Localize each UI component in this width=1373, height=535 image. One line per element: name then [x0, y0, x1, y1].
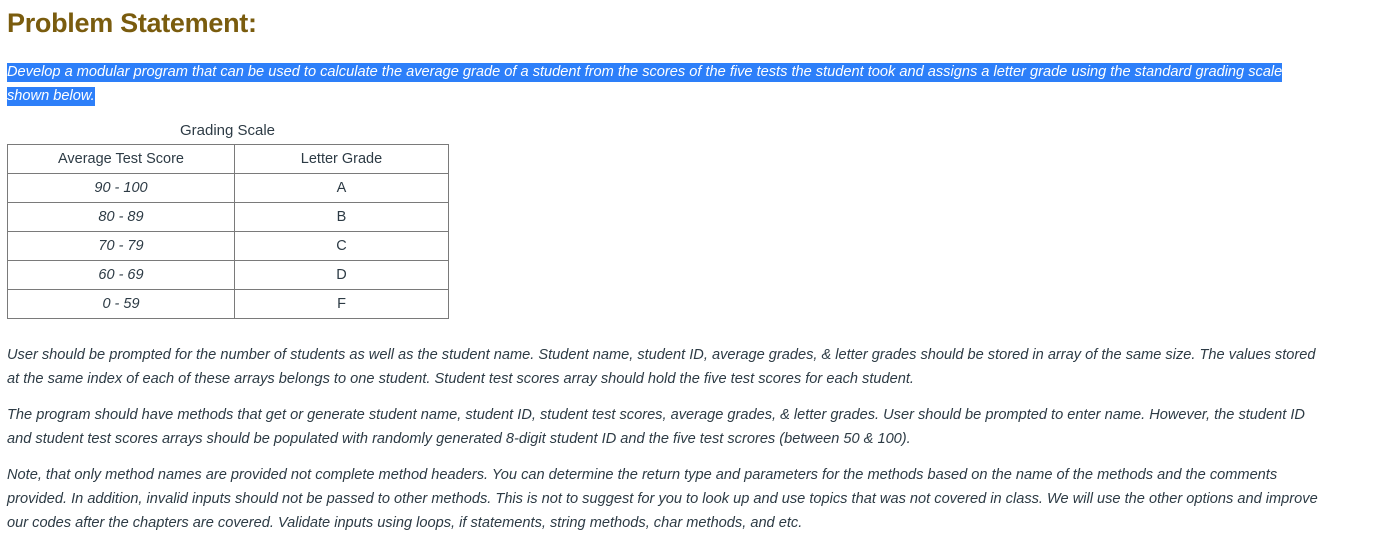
table-row [8, 290, 449, 319]
column-header-average-score: Average Test Score [8, 145, 235, 174]
column-header-letter-grade: Letter Grade [235, 145, 449, 174]
page-title: Problem Statement: [7, 8, 257, 38]
selected-text-line-1[interactable]: Develop a modular program that can be used to calculate the average grade of a student from the scores of the five tests the student took and assigns a letter grade using the standard grading scale [7, 64, 1283, 80]
letter-grade-cell: B [235, 203, 449, 232]
requirements-paragraph-2: The program should have methods that get or generate student name, student ID, student test scores, average grades, & letter grades. User should be prompted to enter name. However, the student ID and student test scores arrays should be populated with randomly generated 8-digit student ID and the five test scrores (between 50 & 100). [7, 406, 1305, 447]
letter-grade-cell: C [235, 232, 449, 261]
table-header-row [8, 145, 449, 174]
score-range-cell: 70 - 79 [8, 232, 235, 261]
table-row [8, 232, 449, 261]
letter-grade-cell: D [235, 261, 449, 290]
requirements-paragraph-1: User should be prompted for the number of students as well as the student name. Student name, student ID, average grades, & letter grades should be stored in array of the same size. The values stored at the same index of each of these arrays belongs to one student. Student test scores array should hold the five test scores for each student. [7, 346, 1316, 387]
score-range-cell: 80 - 89 [8, 203, 235, 232]
grading-scale-caption: Grading Scale [179, 122, 276, 139]
letter-grade-cell: F [235, 290, 449, 319]
score-range-cell: 0 - 59 [8, 290, 235, 319]
table-row [8, 261, 449, 290]
score-range-cell: 60 - 69 [8, 261, 235, 290]
score-range-cell: 90 - 100 [8, 174, 235, 203]
requirements-paragraph-3: Note, that only method names are provided not complete method headers. You can determine the return type and parameters for the methods based on the name of the methods and the comments provided. In addition, invalid inputs should not be passed to other methods. This is not to suggest for you to look up and use topics that was not covered in class. We will use the other options and improve our codes after the chapters are covered. Validate inputs using loops, if statements, string methods, char methods, and etc. [7, 466, 1318, 531]
grading-scale-table [7, 144, 449, 319]
letter-grade-cell: A [235, 174, 449, 203]
table-row [8, 203, 449, 232]
selected-text-line-2[interactable]: shown below. [7, 88, 95, 104]
intro-paragraph[interactable] [7, 60, 1317, 108]
table-row [8, 174, 449, 203]
